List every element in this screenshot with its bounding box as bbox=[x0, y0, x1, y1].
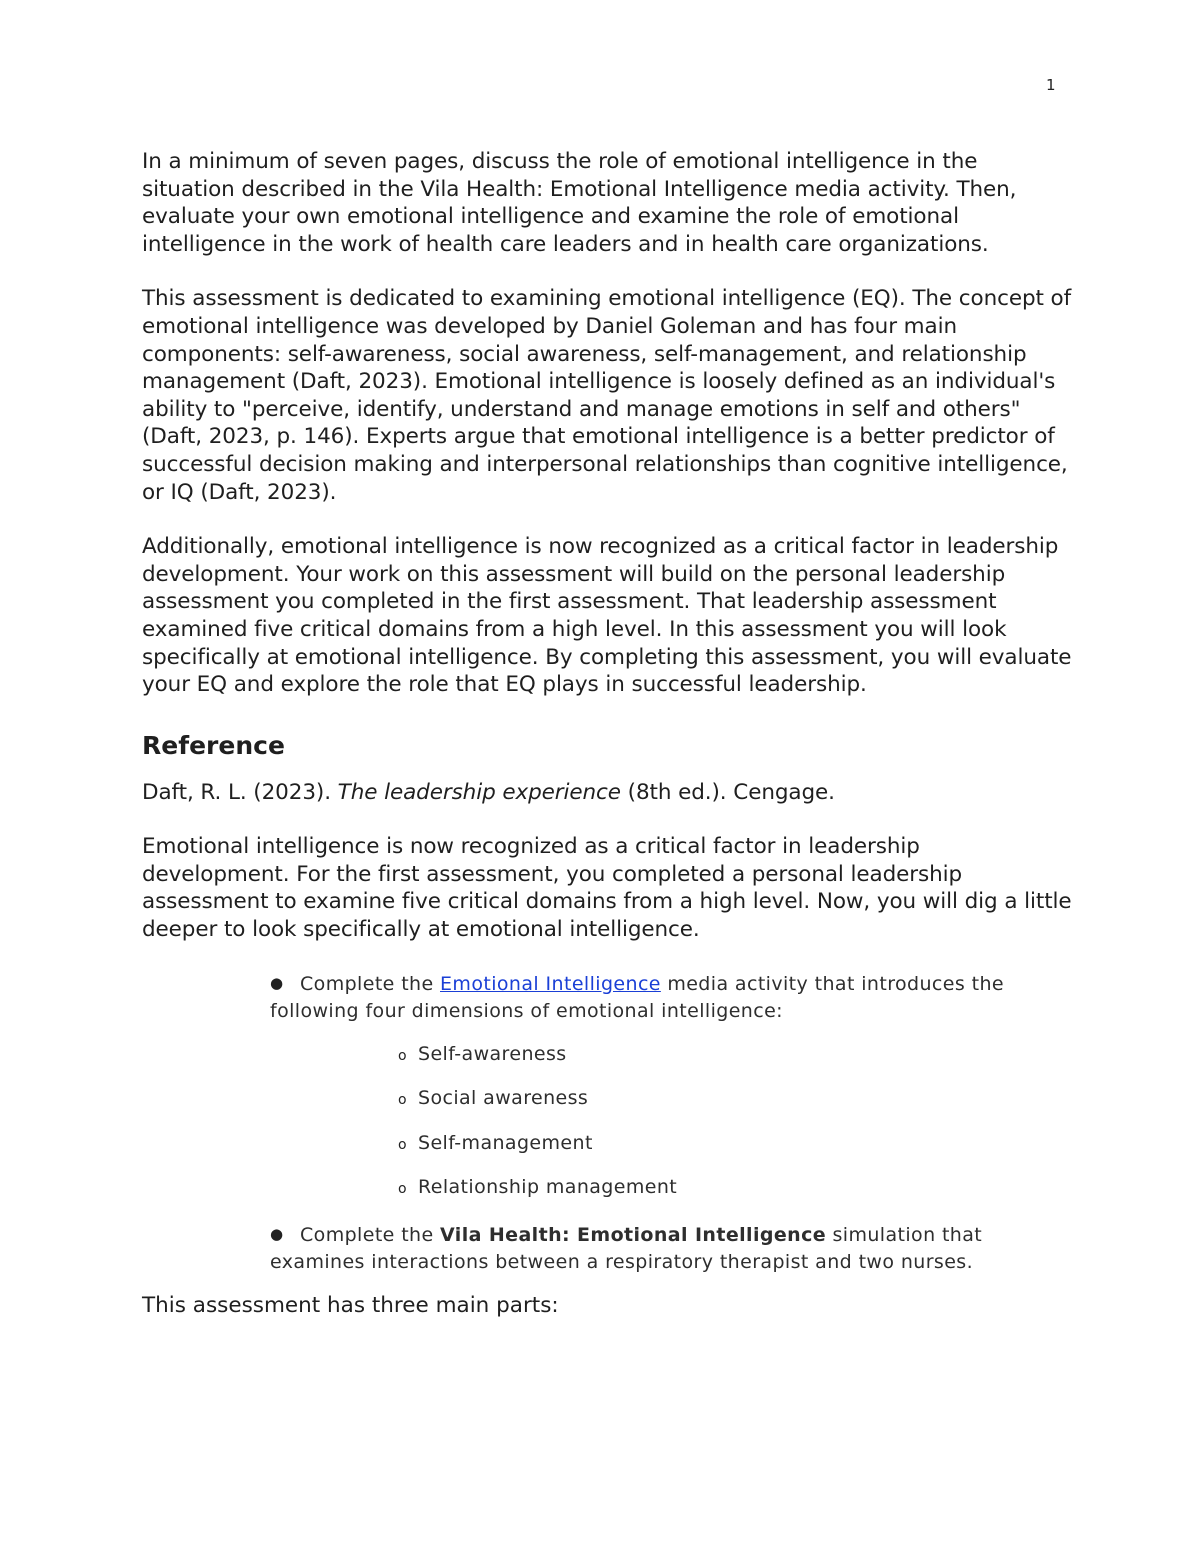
list-item: o Self-awareness bbox=[398, 1041, 1050, 1070]
emotional-intelligence-link[interactable]: Emotional Intelligence bbox=[440, 972, 661, 995]
circle-bullet-icon: o bbox=[398, 1092, 407, 1109]
reference-heading: Reference bbox=[142, 730, 285, 760]
additionally-paragraph: Additionally, emotional intelligence is now recognized as a critical factor in leadership development. Your work on this assessment will build on the personal leadership assessment you completed in the first assessment. That leadership assessment examined five critical domains from a high level. In this assessment you will look specifically at emotional intelligence. By completing this assessment, you will evaluate your EQ and explore the role that EQ plays in successful leadership. bbox=[142, 534, 1072, 698]
circle-bullet-icon: o bbox=[398, 1136, 407, 1153]
now-paragraph: Emotional intelligence is now recognized as a critical factor in leadership development. For the first assessment, you completed a personal leadership assessment to examine five critical domains from a high level. Now, you will dig a little deeper to look specifically at emotional intelligence. bbox=[142, 834, 1072, 943]
final-paragraph: This assessment has three main parts: bbox=[142, 1293, 559, 1319]
simulation-name: Vila Health: Emotional Intelligence bbox=[440, 1224, 827, 1247]
list-item: ● Complete the Vila Health: Emotional Intelligence simulation that examines interactions between a respiratory therapist and two nurses. bbox=[270, 1221, 1050, 1276]
intro-paragraph: In a minimum of seven pages, discuss the role of emotional intelligence in the situation described in the Vila Health: Emotional Intelligence media activity. Then, evaluate your own emotional intelligence and examine the role of emotional intelligence in the work of health care leaders and in health care organizations. bbox=[142, 149, 1017, 257]
dimensions-list bbox=[270, 1041, 1050, 1204]
circle-bullet-icon: o bbox=[398, 1047, 407, 1064]
page-number: 1 bbox=[1046, 76, 1056, 94]
bullet-icon: ● bbox=[270, 1225, 284, 1244]
instructions-list bbox=[270, 970, 1050, 1277]
citation-authors: Daft, R. L. (2023). bbox=[142, 779, 338, 805]
circle-bullet-icon: o bbox=[398, 1181, 407, 1198]
list-item: ● Complete the Emotional Intelligence media activity that introduces the following four dimensions of emotional intelligence: o Self-awareness o Social awareness o Self-management o Relationship management bbox=[270, 970, 1050, 1204]
list-item: o Social awareness bbox=[398, 1085, 1050, 1114]
document-body bbox=[142, 148, 1072, 1341]
citation-title: The leadership experience bbox=[337, 779, 621, 805]
list-item: o Self-management bbox=[398, 1130, 1050, 1159]
bullet-icon: ● bbox=[270, 973, 284, 992]
list-item: o Relationship management bbox=[398, 1174, 1050, 1203]
eq-paragraph: This assessment is dedicated to examining emotional intelligence (EQ). The concept of emotional intelligence was developed by Daniel Goleman and has four main components: self-awareness, social awareness, self-management, and relationship management (Daft, 2023). Emotional intelligence is loosely defined as an individual's ability to "perceive, identify, understand and manage emotions in self and others" (Daft, 2023, p. 146). Experts argue that emotional intelligence is a better predictor of successful decision making and interpersonal relationships than cognitive intelligence, or IQ (Daft, 2023). bbox=[142, 286, 1072, 505]
citation-publisher: (8th ed.). Cengage. bbox=[620, 779, 835, 805]
reference-citation bbox=[142, 779, 1072, 807]
